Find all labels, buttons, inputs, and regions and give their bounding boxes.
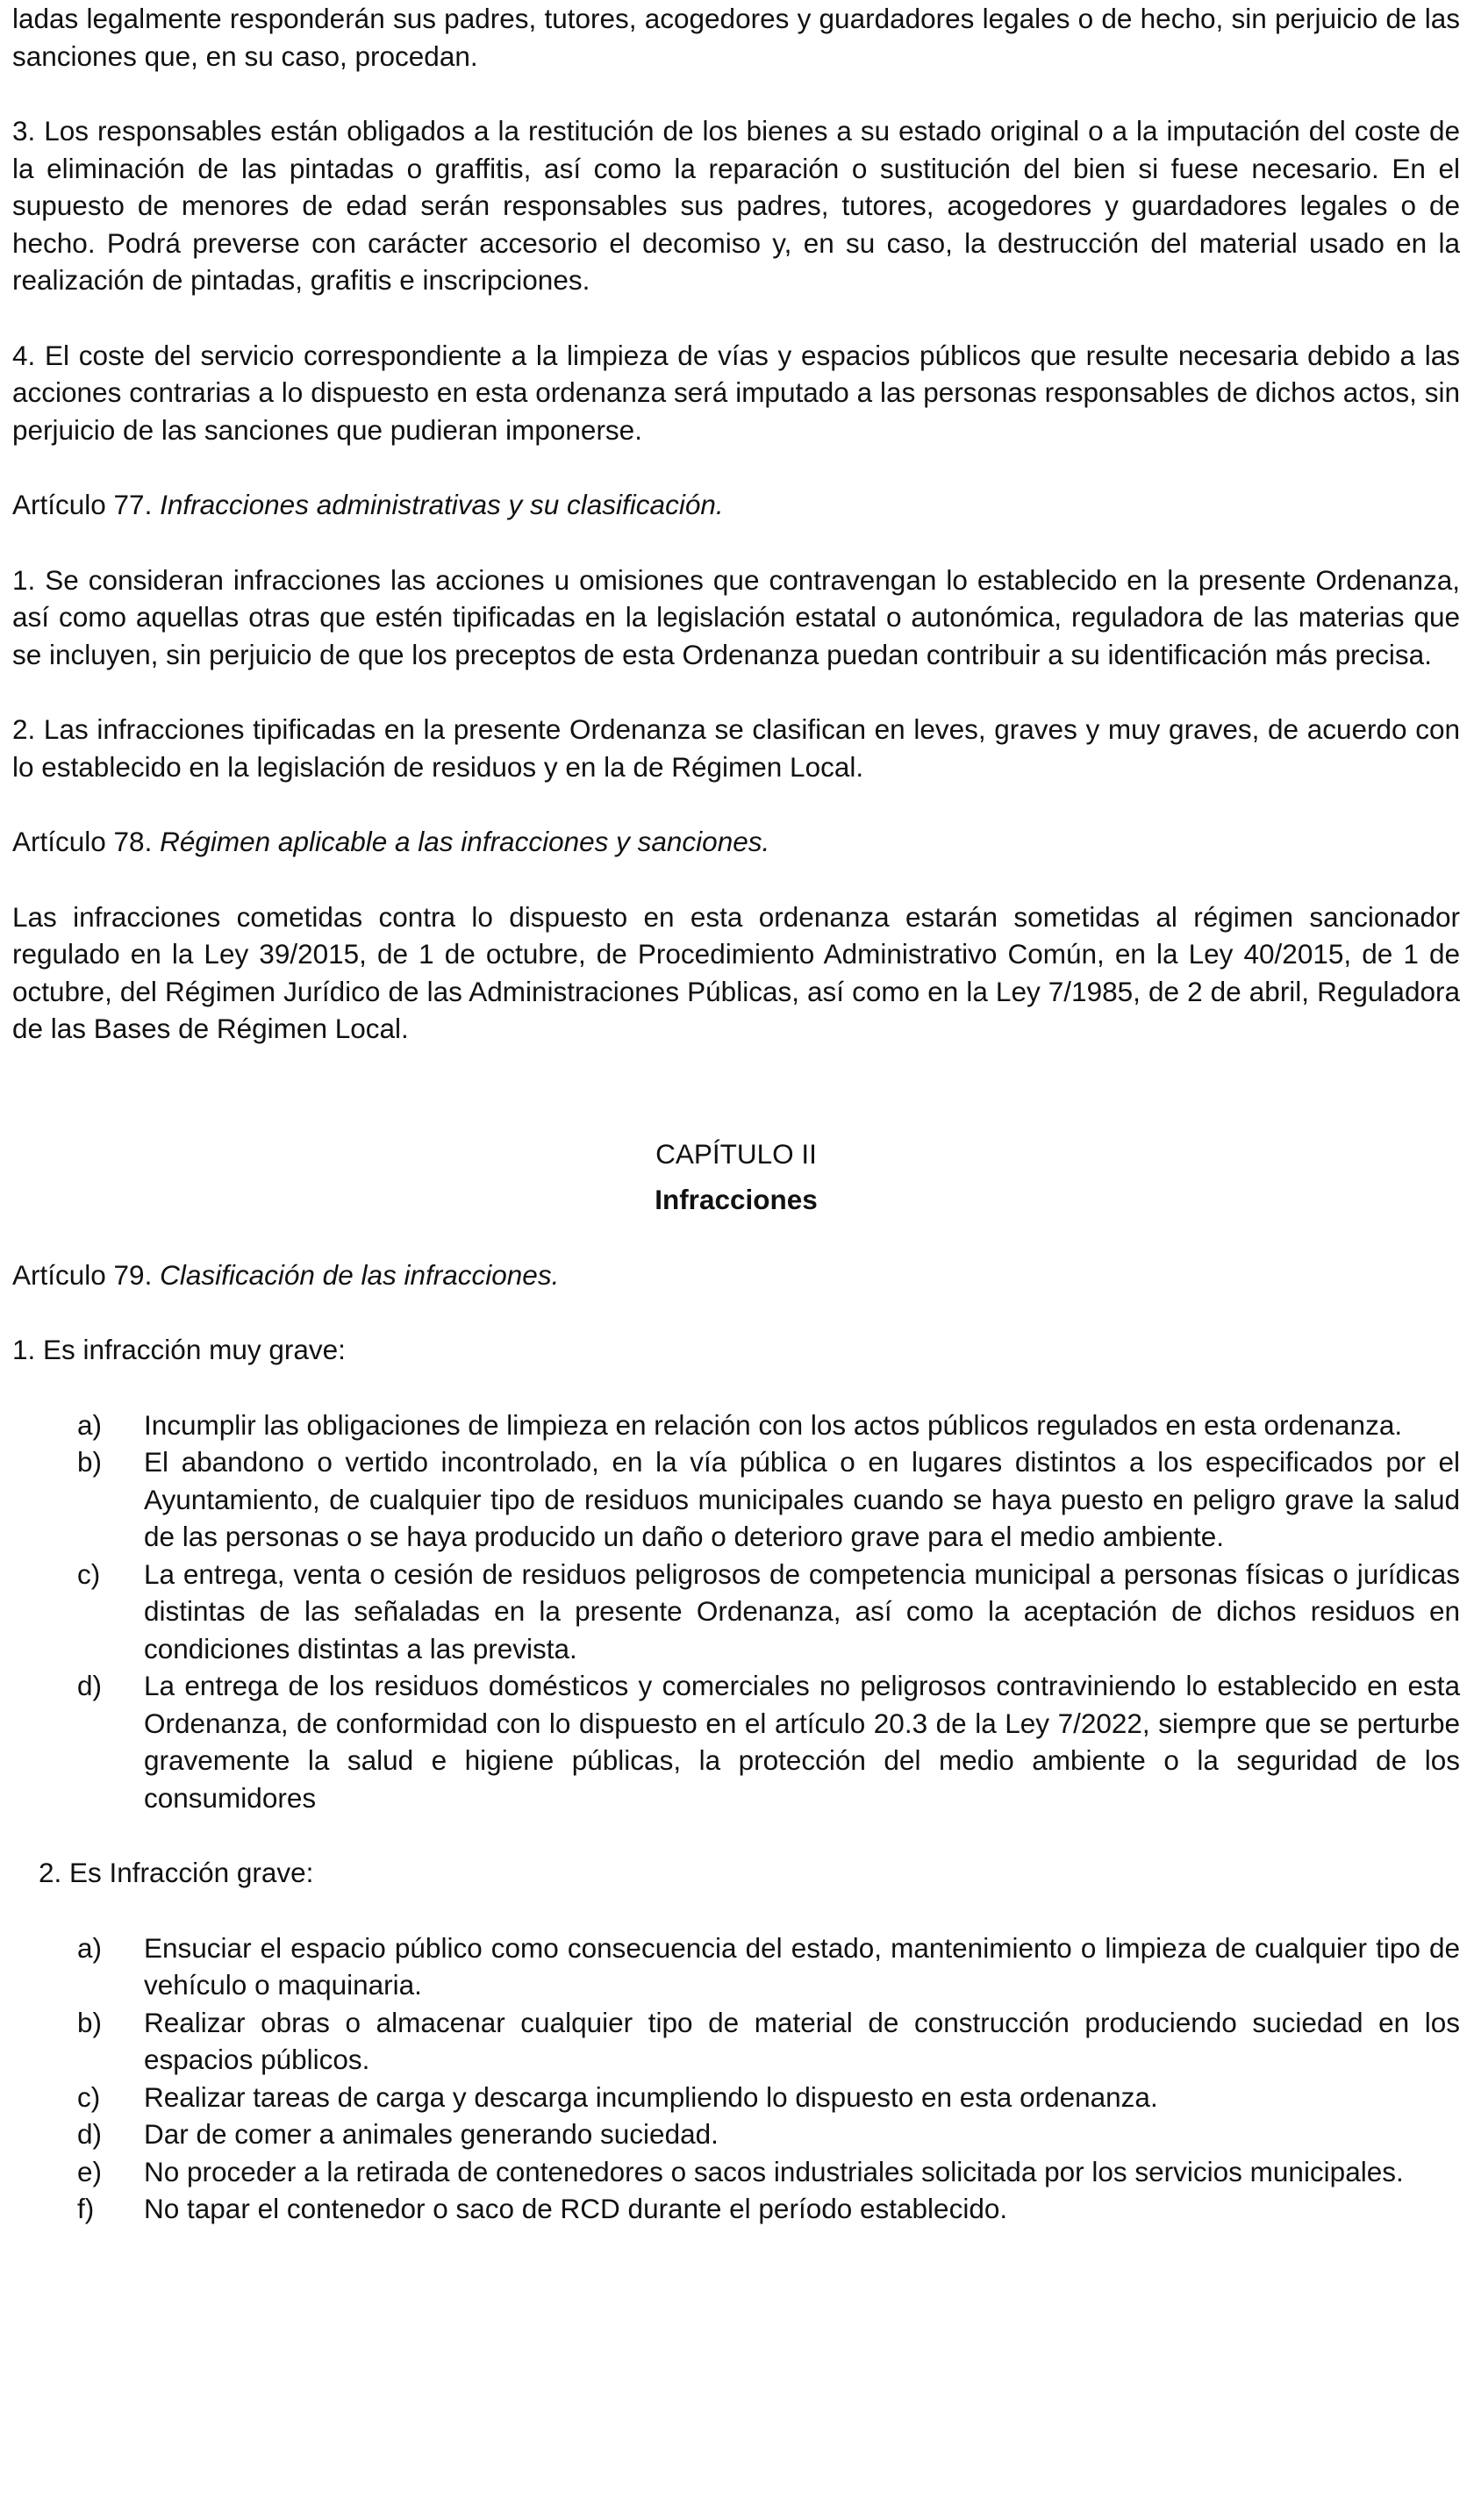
- list-item-text: Realizar tareas de carga y descarga incumpliendo lo dispuesto en esta ordenanza.: [144, 2080, 1158, 2113]
- list-item: [12, 1929, 1460, 2004]
- serious-intro: 2. Es Infracción grave:: [39, 1857, 314, 1888]
- list-item: [12, 1443, 1460, 1556]
- article-78-heading: [12, 823, 1460, 861]
- list-item-text: La entrega, venta o cesión de residuos peligrosos de competencia municipal a personas físicas o jurídicas distintas de las señaladas en la presente Ordenanza, así como la aceptación de dichos residuos en condiciones distintas a las prevista.: [144, 1557, 1460, 1664]
- paragraph-restitution: 3. Los responsables están obligados a la restitución de los bienes a su estado original o a la imputación del coste de la eliminación de las pintadas o graffitis, así como la reparación o sustitución del bien si fuese necesario. En el supuesto de menores de edad serán responsables sus padres, tutores, acogedores y guardadores legales o de hecho. Podrá preverse con carácter accesorio el decomiso y, en su caso, la destrucción del material usado en la realización de pintadas, grafitis e inscripciones.: [12, 115, 1460, 296]
- list-item: [12, 1407, 1460, 1444]
- article-77-label: Artículo 77.: [12, 489, 153, 520]
- list-item-text: Realizar obras o almacenar cualquier tipo de material de construcción produciendo suciedad en los espacios públicos.: [144, 2006, 1460, 2075]
- article-79-label: Artículo 79.: [12, 1258, 153, 1291]
- chapter-number: CAPÍTULO II: [655, 1137, 817, 1170]
- list-item: [12, 2004, 1460, 2079]
- list-item: [12, 1556, 1460, 1668]
- paragraph-cleaning-cost: 4. El coste del servicio correspondiente a la limpieza de vías y espacios públicos que resulte necesaria debido a las acciones contrarias a lo dispuesto en esta ordenanza será imputado a las personas responsables de dichos actos, sin perjuicio de las sanciones que pudieran imponerse.: [12, 339, 1460, 446]
- article-77-heading: [12, 486, 1460, 524]
- article-77-paragraph-1: 1. Se consideran infracciones las acciones u omisiones que contravengan lo establecido en la presente Ordenanza, así como aquellas otras que estén tipificadas en la legislación estatal o autonómica, reguladora de las materias que se incluyen, sin perjuicio de que los preceptos de esta Ordenanza puedan contribuir a su identificación más precisa.: [12, 563, 1460, 670]
- article-77-paragraph-2: 2. Las infracciones tipificadas en la presente Ordenanza se clasifican en leves, graves y muy graves, de acuerdo con lo establecido en la legislación de residuos y en la de Régimen Local.: [12, 713, 1460, 783]
- list-item-letter: b): [77, 1446, 103, 1478]
- list-item-letter: a): [77, 1931, 103, 1964]
- article-77-title: Infracciones administrativas y su clasificación.: [160, 489, 724, 520]
- article-78-label: Artículo 78.: [12, 826, 153, 857]
- very-serious-list: [12, 1407, 1460, 1817]
- list-item-letter: f): [77, 2193, 95, 2224]
- list-item-letter: d): [77, 1670, 103, 1701]
- list-item-text: Dar de comer a animales generando suciedad.: [144, 2118, 719, 2150]
- article-78-title: Régimen aplicable a las infracciones y sanciones.: [160, 826, 770, 857]
- list-item-text: Ensuciar el espacio público como consecuencia del estado, mantenimiento o limpieza de cualquier tipo de vehículo o maquinaria.: [144, 1931, 1460, 2001]
- very-serious-intro: 1. Es infracción muy grave:: [12, 1334, 346, 1365]
- list-item-text: No proceder a la retirada de contenedores o sacos industriales solicitada por los servicios municipales.: [144, 2155, 1404, 2187]
- article-79-heading: [12, 1256, 1460, 1294]
- chapter-title: Infracciones: [655, 1184, 818, 1215]
- list-item-text: El abandono o vertido incontrolado, en la vía pública o en lugares distintos a los especificados por el Ayuntamiento, de cualquier tipo de residuos municipales cuando se haya puesto en peligro grave la salud de las personas o se haya producido un daño o deterioro grave para el medio ambiente.: [144, 1446, 1460, 1552]
- list-item: [12, 1667, 1460, 1816]
- list-item: [12, 2116, 1460, 2153]
- list-item: [12, 2153, 1460, 2191]
- list-item-letter: e): [77, 2155, 103, 2187]
- list-item-text: La entrega de los residuos domésticos y comerciales no peligrosos contraviniendo lo establecido en esta Ordenanza, de conformidad con lo dispuesto en el artículo 20.3 de la Ley 7/2022, siempre que se perturbe gravemente la salud e higiene públicas, la protección del medio ambiente o la seguridad de los consumidores: [144, 1670, 1460, 1814]
- list-item-letter: c): [77, 2080, 101, 2113]
- document-page: [12, 0, 1460, 2228]
- serious-list: [12, 1929, 1460, 2228]
- article-79-title: Clasificación de las infracciones.: [160, 1258, 560, 1291]
- list-item-text: Incumplir las obligaciones de limpieza en relación con los actos públicos regulados en esta ordenanza.: [144, 1408, 1403, 1441]
- list-item-letter: d): [77, 2118, 103, 2150]
- list-item: [12, 2079, 1460, 2116]
- list-item-letter: a): [77, 1408, 103, 1441]
- list-item-letter: c): [77, 1557, 101, 1590]
- paragraph-continuation: ladas legalmente responderán sus padres, tutores, acogedores y guardadores legales o de hecho, sin perjuicio de las sanciones que, en su caso, procedan.: [12, 3, 1460, 72]
- list-item: [12, 2190, 1460, 2228]
- list-item-text: No tapar el contenedor o saco de RCD durante el período establecido.: [144, 2193, 1008, 2224]
- list-item-letter: b): [77, 2006, 103, 2038]
- article-78-paragraph-1: Las infracciones cometidas contra lo dispuesto en esta ordenanza estarán sometidas al régimen sancionador regulado en la Ley 39/2015, de 1 de octubre, de Procedimiento Administrativo Común, en la Ley 40/2015, de 1 de octubre, del Régimen Jurídico de las Administraciones Públicas, así como en la Ley 7/1985, de 2 de abril, Reguladora de las Bases de Régimen Local.: [12, 900, 1460, 1044]
